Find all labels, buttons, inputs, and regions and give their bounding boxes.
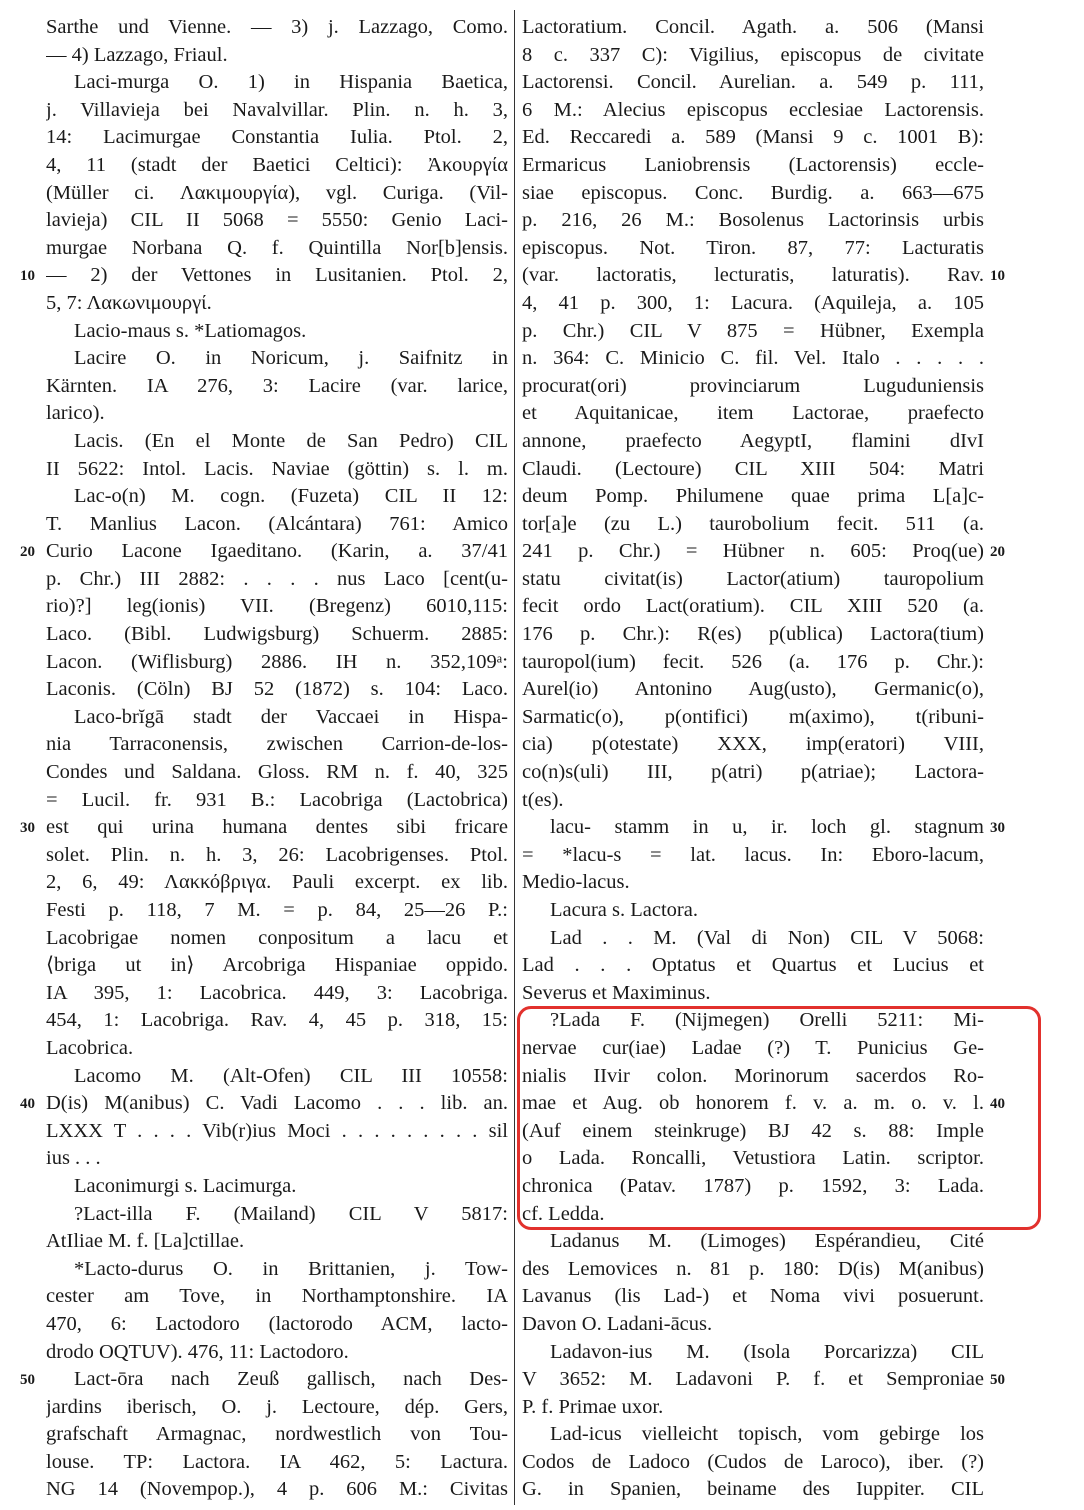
left-column-line: nia Tarraconensis, zwischen Carrion-de-los- xyxy=(46,733,508,756)
right-line-number: 40 xyxy=(990,1096,1005,1113)
right-column-line: episcopus. Not. Tiron. 87, 77: Lacturatis xyxy=(522,236,984,259)
right-column-line: chronica (Patav. 1787) p. 1592, 3: Lada. xyxy=(522,1174,984,1197)
right-column-line: V 3652: M. Ladavoni P. f. et Semproniae xyxy=(522,1368,984,1391)
left-column-line: murgae Norbana Q. f. Quintilla Nor[b]ensis. xyxy=(46,236,508,259)
left-column-line: est qui urina humana dentes sibi fricare xyxy=(46,816,508,839)
left-column-line: jardins iberisch, O. j. Lectoure, dép. Gers, xyxy=(46,1395,508,1418)
right-column-line: nervae cur(iae) Ladae (?) T. Punicius Ge- xyxy=(522,1036,984,1059)
left-column-line: NG 14 (Novempop.), 4 p. 606 M.: Civitas xyxy=(46,1478,508,1501)
right-column-line: siae episcopus. Conc. Burdig. a. 663—675 xyxy=(522,181,984,204)
right-column-line: = *lacu-s = lat. lacus. In: Eboro-lacum, xyxy=(522,843,984,866)
left-line-number: 40 xyxy=(20,1096,35,1113)
left-column-line: p. Chr.) III 2882: . . . . nus Laco [cent(u- xyxy=(46,567,508,590)
left-column-line: T. Manlius Lacon. (Alcántara) 761: Amico xyxy=(46,512,508,535)
right-column-line: des Lemovices n. 81 p. 180: D(is) M(anibus) xyxy=(522,1257,984,1280)
right-column-line: Sarmatic(o), p(ontifici) m(aximo), t(ribuni- xyxy=(522,705,984,728)
left-column-line: Lacio-maus s. *Latiomagos. xyxy=(74,319,307,342)
right-column-line: 176 p. Chr.): R(es) p(ublica) Lactora(tium) xyxy=(522,623,984,646)
left-line-number: 10 xyxy=(20,268,35,285)
left-column-line: LXXX T . . . . Vib(r)ius Moci . . . . . . . . . sil xyxy=(46,1119,508,1142)
right-column-line: Davon O. Ladani-ācus. xyxy=(522,1312,713,1335)
left-line-number: 30 xyxy=(20,820,35,837)
right-line-number: 50 xyxy=(990,1372,1005,1389)
right-column-line: Severus et Maximinus. xyxy=(522,981,711,1004)
right-column-line: deum Pomp. Philumene quae prima L[a]c- xyxy=(522,485,984,508)
left-column-line: *Lacto-durus O. in Brittanien, j. Tow- xyxy=(74,1257,508,1280)
right-column xyxy=(522,14,984,1504)
right-column-line: cf. Ledda. xyxy=(522,1202,605,1225)
left-column-line: — 4) Lazzago, Friaul. xyxy=(46,43,228,66)
right-column-line: tauropol(ium) fecit. 526 (a. 176 p. Chr.): xyxy=(522,650,984,673)
left-column-line: drodo OQTUV). 476, 11: Lactodoro. xyxy=(46,1340,349,1363)
right-column-line: Codos de Ladoco (Cudos de Laroco), iber. (?) xyxy=(522,1450,984,1473)
right-column-line: lacu- stamm in u, ir. loch gl. stagnum xyxy=(550,816,984,839)
right-line-number: 30 xyxy=(990,820,1005,837)
left-column-line: = Lucil. fr. 931 B.: Lacobriga (Lactobrica) xyxy=(46,788,508,811)
right-column-line: mae et Aug. ob honorem f. v. a. m. o. v. l. xyxy=(522,1092,984,1115)
left-column-line: Laconimurgi s. Lacimurga. xyxy=(74,1174,297,1197)
left-column-line: Lac-o(n) M. cogn. (Fuzeta) CIL II 12: xyxy=(74,485,508,508)
right-column-line: (var. lactoratis, lecturatis, laturatis). Rav. xyxy=(522,264,984,287)
column-divider xyxy=(514,10,515,1505)
right-column-line: Lactoratium. Concil. Agath. a. 506 (Mansi xyxy=(522,16,984,38)
left-column-line: Laco-brĭgā stadt der Vaccaei in Hispa- xyxy=(74,705,508,728)
left-column-line: lavieja) CIL II 5068 = 5550: Genio Laci- xyxy=(46,209,508,232)
left-column-line: j. Villavieja bei Navalvillar. Plin. n. h. 3, xyxy=(46,98,508,121)
right-column-line: 4, 41 p. 300, 1: Lacura. (Aquileja, a. 105 xyxy=(522,291,984,314)
right-column-line: Lacura s. Lactora. xyxy=(550,899,698,921)
left-column-line: II 5622: Intol. Lacis. Naviae (göttin) s. l. m. xyxy=(46,457,508,480)
left-column-line: 454, 1: Lacobriga. Rav. 4, 45 p. 318, 15: xyxy=(46,1009,508,1032)
left-column-line: Lacon. (Wiflisburg) 2886. IH n. 352,109ᵃ: xyxy=(46,650,508,673)
left-column-line: Lacis. (En el Monte de San Pedro) CIL xyxy=(74,429,508,452)
right-column-line: 8 c. 337 C): Vigilius, episcopus de civitate xyxy=(522,43,984,66)
left-column-line: 470, 6: Lactodoro (lactorodo ACM, lacto- xyxy=(46,1312,508,1335)
left-column xyxy=(46,14,508,1504)
right-column-line: Ed. Reccaredi a. 589 (Mansi 9 c. 1001 B): xyxy=(522,126,984,149)
right-column-line: co(n)s(uli) III, p(atri) p(atriae); Lactora- xyxy=(522,761,984,784)
right-column-line: fecit ordo Lact(oratium). CIL XIII 520 (a. xyxy=(522,595,984,618)
right-column-line: Lad-icus vielleicht topisch, vom gebirge los xyxy=(550,1423,984,1446)
left-column-line: Laco. (Bibl. Ludwigsburg) Schuerm. 2885: xyxy=(46,623,508,646)
left-column-line: IA 395, 1: Lacobrica. 449, 3: Lacobriga. xyxy=(46,981,508,1004)
left-column-line: 2, 6, 49: Λακκόβριγα. Pauli excerpt. ex lib. xyxy=(46,871,508,894)
left-column-line: 5, 7: Λακωνιμουργί. xyxy=(46,291,212,314)
right-column-line: p. 216, 26 M.: Bosolenus Lactorinsis urbis xyxy=(522,209,984,232)
left-column-line: Lacobrica. xyxy=(46,1036,134,1059)
right-column-line: nialis IIvir colon. Morinorum sacerdos Ro- xyxy=(522,1064,984,1087)
right-column-line: Claudi. (Lectoure) CIL XIII 504: Matri xyxy=(522,457,984,480)
left-column-line: Laconis. (Cöln) BJ 52 (1872) s. 104: Laco. xyxy=(46,678,508,701)
right-column-line: Lavanus (lis Lad-) et Noma vivi posuerunt. xyxy=(522,1285,984,1308)
right-column-line: n. 364: C. Minicio C. fil. Vel. Italo . . . . . xyxy=(522,347,984,370)
right-column-line: Ladanus M. (Limoges) Espérandieu, Cité xyxy=(550,1230,984,1253)
left-column-line: grafschaft Armagnac, nordwestlich von Tou- xyxy=(46,1423,508,1446)
right-column-line: t(es). xyxy=(522,788,564,811)
left-column-line: 4, 11 (stadt der Baetici Celtici): Ἀκουργία xyxy=(46,153,508,176)
right-column-line: et Aquitanicae, item Lactorae, praefecto xyxy=(522,402,984,425)
left-column-line: Lacomo M. (Alt-Ofen) CIL III 10558: xyxy=(74,1064,508,1087)
left-column-line: ius . . . xyxy=(46,1147,101,1170)
left-column-line: — 2) der Vettones in Lusitanien. Ptol. 2, xyxy=(46,264,508,287)
highlight-box-lada xyxy=(517,1006,1041,1230)
right-column-line: procurat(ori) provinciarum Luguduniensis xyxy=(522,374,984,397)
right-column-line: annone, praefecto AegyptI, flamini dIvI xyxy=(522,429,984,452)
right-column-line: statu civitat(is) Lactor(atium) tauropolium xyxy=(522,567,984,590)
right-line-number: 10 xyxy=(990,268,1005,285)
right-column-line: Lactorensi. Concil. Aurelian. a. 549 p. 111, xyxy=(522,71,984,94)
right-column-line: Lad . . M. (Val di Non) CIL V 5068: xyxy=(550,926,984,949)
right-column-line: 241 p. Chr.) = Hübner n. 605: Proq(ue) xyxy=(522,540,984,563)
left-column-line: rio)?] leg(ionis) VII. (Bregenz) 6010,115: xyxy=(46,595,508,618)
right-column-line: tor[a]e (zu L.) taurobolium fecit. 511 (a. xyxy=(522,512,984,535)
left-column-line: Lacire O. in Noricum, j. Saifnitz in xyxy=(74,347,508,370)
left-line-number: 20 xyxy=(20,544,35,561)
right-column-line: Medio-lacus. xyxy=(522,871,630,894)
right-column-line: Lad . . . Optatus et Quartus et Lucius et xyxy=(522,954,984,977)
right-column-line: P. f. Primae uxor. xyxy=(522,1395,664,1418)
left-column-line: Kärnten. IA 276, 3: Lacire (var. larice, xyxy=(46,374,508,397)
right-column-line: Ermaricus Laniobrensis (Lactorensis) eccle- xyxy=(522,153,984,176)
left-column-line: cester am Tove, in Northamptonshire. IA xyxy=(46,1285,508,1308)
right-line-number: 20 xyxy=(990,544,1005,561)
right-column-line: cia) p(otestate) XXX, imp(eratori) VIII, xyxy=(522,733,984,756)
left-column-line: Lacobrigae nomen conpositum a lacu et xyxy=(46,926,508,949)
left-column-line: solet. Plin. n. h. 3, 26: Lacobrigenses. Ptol. xyxy=(46,843,508,866)
left-column-line: AtIliae M. f. [La]ctillae. xyxy=(46,1230,245,1253)
left-column-line: Lact-ōra nach Zeuß gallisch, nach Des- xyxy=(74,1368,508,1391)
right-column-line: o Lada. Roncalli, Vetustiora Latin. scriptor. xyxy=(522,1147,984,1170)
left-column-line: larico). xyxy=(46,402,105,425)
left-line-number: 50 xyxy=(20,1372,35,1389)
left-column-line: ?Lact-illa F. (Mailand) CIL V 5817: xyxy=(74,1202,508,1225)
right-column-line: Aurel(io) Antonino Aug(usto), Germanic(o), xyxy=(522,678,984,701)
left-column-line: Festi p. 118, 7 M. = p. 84, 25—26 P.: xyxy=(46,899,508,921)
left-column-line: Condes und Saldana. Gloss. RM n. f. 40, 325 xyxy=(46,761,508,784)
left-column-line: Sarthe und Vienne. — 3) j. Lazzago, Como. xyxy=(46,16,508,38)
right-column-line: (Auf einem steinkruge) BJ 42 s. 88: Imple xyxy=(522,1119,984,1142)
right-column-line: G. in Spanien, beiname des Iuppiter. CIL xyxy=(522,1478,984,1501)
right-column-line: p. Chr.) CIL V 875 = Hübner, Exempla xyxy=(522,319,984,342)
left-column-line: D(is) M(anibus) C. Vadi Lacomo . . . lib. an. xyxy=(46,1092,508,1115)
left-column-line: (Müller ci. Λακιμουργία), vgl. Curiga. (Vil- xyxy=(46,181,508,204)
left-column-line: Curio Lacone Igaeditano. (Karin, a. 37/41 xyxy=(46,540,508,563)
left-column-line: louse. TP: Lactora. IA 462, 5: Lactura. xyxy=(46,1450,508,1473)
left-column-line: ⟨briga ut in⟩ Arcobriga Hispaniae oppido. xyxy=(46,954,508,977)
left-column-line: 14: Lacimurgae Constantia Iulia. Ptol. 2, xyxy=(46,126,508,149)
right-column-line: ?Lada F. (Nijmegen) Orelli 5211: Mi- xyxy=(550,1009,984,1032)
right-column-line: 6 M.: Alecius episcopus ecclesiae Lactorensis. xyxy=(522,98,984,121)
right-column-line: Ladavon-ius M. (Isola Porcarizza) CIL xyxy=(550,1340,984,1363)
left-column-line: Laci-murga O. 1) in Hispania Baetica, xyxy=(74,71,508,94)
